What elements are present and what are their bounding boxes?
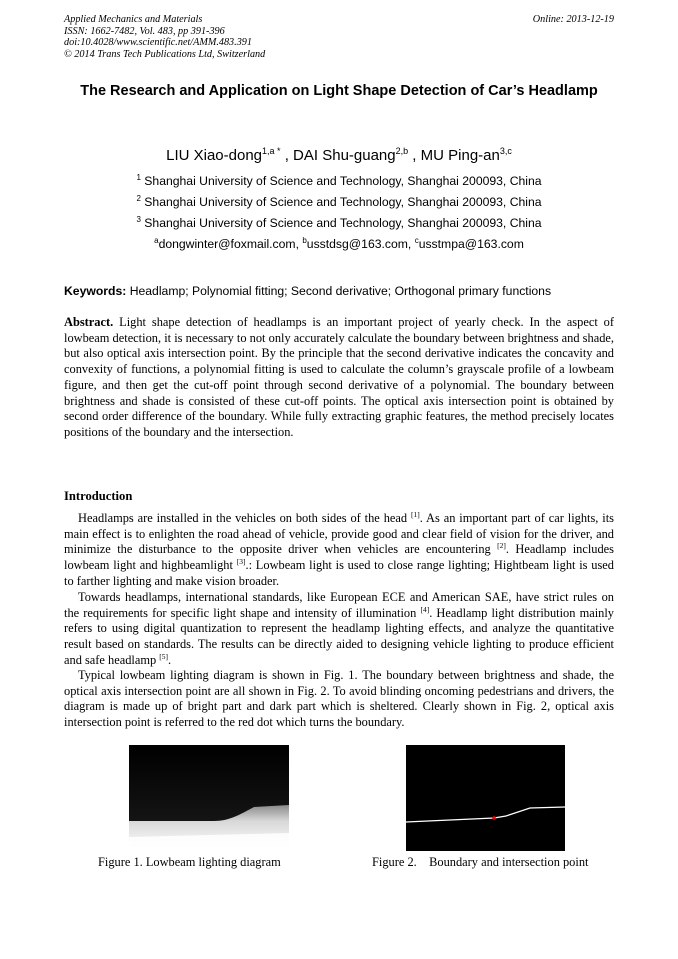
- text-run: . Headlamp includes lowbeam light and highbeamlight: [64, 542, 614, 573]
- abstract-label: Abstract.: [64, 315, 114, 329]
- citation[interactable]: [5]: [159, 651, 169, 661]
- affiliation: [64, 215, 614, 230]
- copyright-line: © 2014 Trans Tech Publications Ltd, Switzerland: [64, 48, 266, 60]
- figure-caption: Figure 2. Boundary and intersection point: [372, 855, 589, 869]
- affiliation-text: Shanghai University of Science and Technology, Shanghai 200093, China: [144, 216, 542, 231]
- author-name: MU Ping-an: [420, 147, 500, 164]
- section-heading: Introduction: [64, 489, 133, 503]
- issn-line: ISSN: 1662-7482, Vol. 483, pp 391-396: [64, 25, 225, 37]
- intro-paragraph: Typical lowbeam lighting diagram is shown in Fig. 1. The boundary between brightness and shade, the optical axis intersection point are all shown in Fig. 2. To avoid blinding oncoming pedestrians and drivers, the diagram is made up of bright part and dark part which is sheltered. Clearly shown in Fig. 2, optical axis intersection point is referred to the red dot which turns the boundary.: [64, 668, 614, 730]
- citation[interactable]: [3]: [236, 556, 246, 566]
- text-run: . As an important part of car lights, its main effect is to enlighten the road ahead of vehicle, provide good and clear field of vision for the driver, and minimize the disturbance to the opposite driver when vehicles are encountering: [64, 511, 614, 557]
- citation[interactable]: [2]: [497, 541, 506, 551]
- lowbeam-figure: [129, 745, 289, 851]
- intro-paragraph: [64, 511, 614, 590]
- online-date: Online: 2013-12-19: [532, 14, 614, 25]
- affiliation-sup: 3: [136, 215, 141, 224]
- doi-line: doi:10.4028/www.scientific.net/AMM.483.391: [64, 37, 252, 49]
- text-run: Headlamps are installed in the vehicles on both sides of the head: [78, 511, 411, 525]
- citation[interactable]: [4]: [420, 604, 430, 614]
- email-sup: a: [154, 236, 159, 245]
- author-sup: 2,b: [395, 146, 409, 156]
- text-run: . Headlamp light distribution mainly refers to using digital quantization to represent the headlamp lighting effects, and analyze the quantitative result based on standards. The results can be directly aided to designing vehicle lighting to produce efficient and safe headlamp: [64, 605, 614, 667]
- text-run: .: Lowbeam light is used to close range lighting; Hightbeam light is used to farther lighting and make vision broader.: [64, 558, 614, 588]
- text-run: .: [168, 652, 172, 667]
- author-sep: ,: [408, 147, 421, 164]
- email-sup: c: [414, 236, 419, 245]
- journal-name: Applied Mechanics and Materials: [64, 14, 203, 25]
- affiliation-text: Shanghai University of Science and Technology, Shanghai 200093, China: [144, 174, 542, 189]
- affiliation-sup: 1: [136, 173, 141, 182]
- paper-title: The Research and Application on Light Shape Detection of Car’s Headlamp: [80, 83, 598, 99]
- keywords-text: Headlamp; Polynomial fitting; Second derivative; Orthogonal primary functions: [126, 284, 552, 298]
- figure-caption: Figure 1. Lowbeam lighting diagram: [98, 855, 281, 869]
- email-sup: b: [302, 236, 307, 245]
- keywords-label: Keywords:: [64, 284, 127, 298]
- boundary-figure: [406, 745, 565, 851]
- journal-header: [64, 14, 265, 60]
- author-sep: ,: [280, 147, 294, 164]
- intersection-point: [492, 816, 496, 820]
- abstract: [64, 315, 614, 441]
- citation[interactable]: [1]: [410, 509, 420, 519]
- keywords: [64, 284, 551, 298]
- affiliation-sup: 2: [136, 194, 141, 203]
- author-name: LIU Xiao-dong: [166, 147, 263, 164]
- email[interactable]: usstmpa@163.com: [418, 237, 524, 252]
- affiliation: [64, 173, 614, 188]
- author-name: DAI Shu-guang: [293, 147, 396, 164]
- author-line: [64, 146, 614, 164]
- affiliation-text: Shanghai University of Science and Technology, Shanghai 200093, China: [144, 195, 542, 210]
- email[interactable]: dongwinter@foxmail.com,: [158, 237, 303, 252]
- email-line: [64, 236, 614, 251]
- abstract-text: Light shape detection of headlamps is an important project of yearly check. In the aspect of lowbeam detection, it is necessary to not only accurately calculate the boundary between brightness and shade, but also optical axis intersection point. By the principle that the second derivative indicates the concavity and convexity of functions, a polynomial fitting is used to calculate the column’s grayscale profile of a lowbeam figure, and then get the cut-off point through second derivative of a polynomial. The boundary between brightness and shade is consisted of these cut-off points. The optical axis intersection point is obtained by second order difference of the boundary. While fully extracting graphic features, the method precisely locates positions of the boundary and the intersection.: [64, 315, 614, 439]
- intro-paragraph: [64, 590, 614, 669]
- text-run: Towards headlamps, international standards, like European ECE and American SAE, have strict rules on the requirements for specific light shape and intensity of illumination: [64, 590, 614, 620]
- author-sup: 3,c: [499, 146, 512, 156]
- author-sup: 1,a *: [262, 146, 281, 156]
- affiliation: [64, 194, 614, 209]
- email[interactable]: usstdsg@163.com,: [306, 237, 415, 252]
